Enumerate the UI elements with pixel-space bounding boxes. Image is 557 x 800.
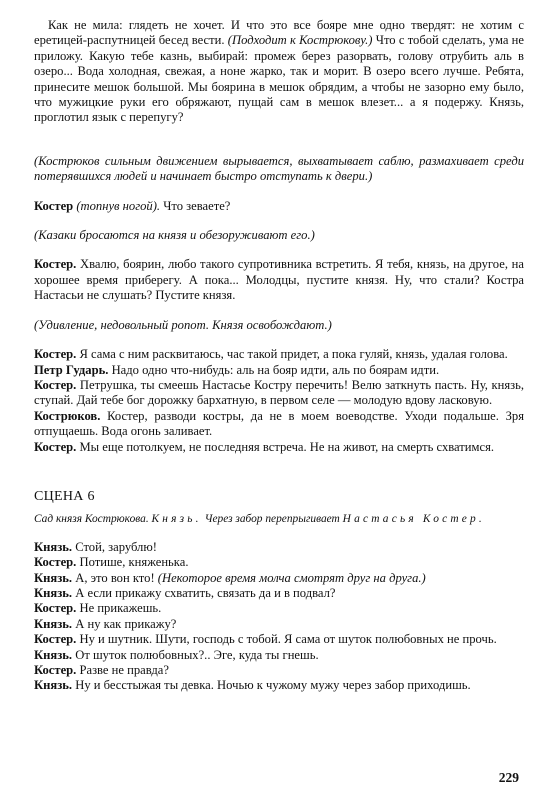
book-page bbox=[34, 18, 524, 694]
line-text: Потише, княженька. bbox=[79, 555, 189, 570]
line-text: Стой, зарублю! bbox=[75, 539, 157, 554]
scene-title: СЦЕНА 6 bbox=[34, 488, 95, 504]
dialogue-line bbox=[34, 347, 524, 362]
dialogue-line bbox=[34, 617, 524, 632]
dialogue-line bbox=[34, 586, 524, 601]
speaker-name: Костер. bbox=[34, 439, 77, 454]
line-text: Ну и шутник. Шути, господь с тобой. Я сама от шуток полюбовных не прочь. bbox=[79, 632, 497, 647]
dialogue-line bbox=[34, 440, 524, 455]
stage-direction-block: (Кострюков сильным движением вырывается, выхватывает саблю, размахивает среди потерявшихся людей и начинает быстро отступать к двери.) bbox=[34, 153, 524, 184]
scene-character: Настасья Костер. bbox=[342, 513, 485, 526]
line-text: А ну как прикажу? bbox=[75, 616, 177, 631]
speaker-name: Костер. bbox=[34, 555, 77, 570]
speaker-name: Князь. bbox=[34, 585, 73, 600]
line-text: Мы еще потолкуем, не последняя встреча. Не на живот, на смерть схватимся. bbox=[79, 439, 495, 454]
line-text: От шуток полюбовных?.. Эге, куда ты гнешь. bbox=[75, 647, 319, 662]
stage-direction-block: (Казаки бросаются на князя и обезоруживают его.) bbox=[34, 228, 315, 243]
dialogue-line bbox=[34, 632, 524, 647]
scene-setting: Сад князя Кострюкова. bbox=[34, 513, 149, 526]
stage-direction: (Некоторое время молча смотрят друг на друга.) bbox=[157, 570, 426, 585]
line-text: Петрушка, ты смеешь Настасье Костру перечить! Велю заткнуть пасть. Ну, князь, ступай. Дай тебе бог дорожку бархатную, в первом селе — молодую вдову ласковую. bbox=[34, 377, 524, 408]
scene-action: Через забор перепрыгивает bbox=[204, 513, 340, 526]
line-text: Надо одно что-нибудь: аль на бояр идти, аль по боярам идти. bbox=[111, 362, 440, 377]
speaker-name: Петр Гударь. bbox=[34, 362, 109, 377]
speaker-name: Костер. bbox=[34, 347, 77, 362]
speaker-name: Князь. bbox=[34, 616, 73, 631]
dialogue-line bbox=[34, 601, 524, 616]
stage-direction: (Подходит к Кострюкову.) bbox=[227, 33, 373, 48]
stage-direction: (топнув ногой). bbox=[76, 198, 161, 213]
scene-description bbox=[34, 512, 524, 527]
paragraph-intro bbox=[34, 18, 524, 126]
line-text: Я сама с ним расквитаюсь, час такой придет, а пока гуляй, князь, удалая голова. bbox=[79, 347, 508, 362]
speaker-name: Костер. bbox=[34, 663, 77, 677]
line-text: Что зеваете? bbox=[163, 198, 231, 213]
dialogue-line bbox=[34, 678, 524, 693]
scene-character: Князь. bbox=[151, 513, 202, 526]
line-text: А если прикажу схватить, связать да и в подвал? bbox=[75, 585, 336, 600]
speaker-name: Костер. bbox=[34, 632, 77, 647]
line-text: Разве не правда? bbox=[79, 663, 169, 677]
dialogue-line bbox=[34, 378, 524, 409]
line-text: А, это вон кто! bbox=[75, 570, 155, 585]
line-text: Хвалю, боярин, любо такого супротивника встретить. Я тебя, князь, на другое, на хорошее время приберегу. А пока... Молодцы, пустите князя. Ну, что стали? Костра Настасьи не слушать? Пустите князя. bbox=[34, 257, 524, 303]
speaker-name: Кострюков. bbox=[34, 408, 101, 423]
line-text: Костер, разводи костры, да не в моем воеводстве. Уходи подальше. Зря отпущаешь. Вода огонь заливает. bbox=[34, 408, 524, 439]
dialogue-line bbox=[34, 199, 524, 214]
speaker-name: Костер. bbox=[34, 257, 77, 272]
dialogue-line bbox=[34, 648, 524, 663]
speaker-name: Князь. bbox=[34, 570, 73, 585]
speaker-name: Князь. bbox=[34, 539, 73, 554]
line-text: Ну и бесстыжая ты девка. Ночью к чужому мужу через забор приходишь. bbox=[75, 678, 471, 693]
dialogue-line bbox=[34, 571, 524, 586]
line-text: Не прикажешь. bbox=[79, 601, 162, 616]
speaker-name: Костер. bbox=[34, 377, 77, 392]
speaker-name: Князь. bbox=[34, 678, 73, 693]
dialogue-line bbox=[34, 257, 524, 303]
dialogue-list bbox=[34, 540, 524, 694]
speaker-name: Костер bbox=[34, 198, 74, 213]
speaker-name: Князь. bbox=[34, 647, 73, 662]
dialogue-line bbox=[34, 663, 524, 678]
page-number: 229 bbox=[498, 770, 519, 785]
dialogue-line bbox=[34, 540, 524, 555]
paragraph-text: Как не мила: глядеть не хочет. И что это все бояре мне одно твердят: не хотим с еретицей-распутницей бесед вести. bbox=[34, 18, 524, 48]
dialogue-line bbox=[34, 363, 524, 378]
speaker-name: Костер. bbox=[34, 601, 77, 616]
dialogue-line bbox=[34, 555, 524, 570]
dialogue-line bbox=[34, 409, 524, 440]
paragraph-text: Что с тобой сделать, ума не приложу. Какую тебе казнь, выбирай: промеж берез разорвать, голову отрубить аль в озеро... Вода холодная, свежая, а ноне жарко, так и морит. В озеро всего лучше. Ребята, принесите мешок большой. Мы боярина в мешок обрядим, а чтобы не зазорно ему было, что мужицкие руки его обряжают, пущай сам в мешок влезет... а я подержу. Князь, проглотил язык с перепугу? bbox=[34, 33, 524, 125]
stage-direction-block: (Удивление, недовольный ропот. Князя освобождают.) bbox=[34, 317, 332, 332]
